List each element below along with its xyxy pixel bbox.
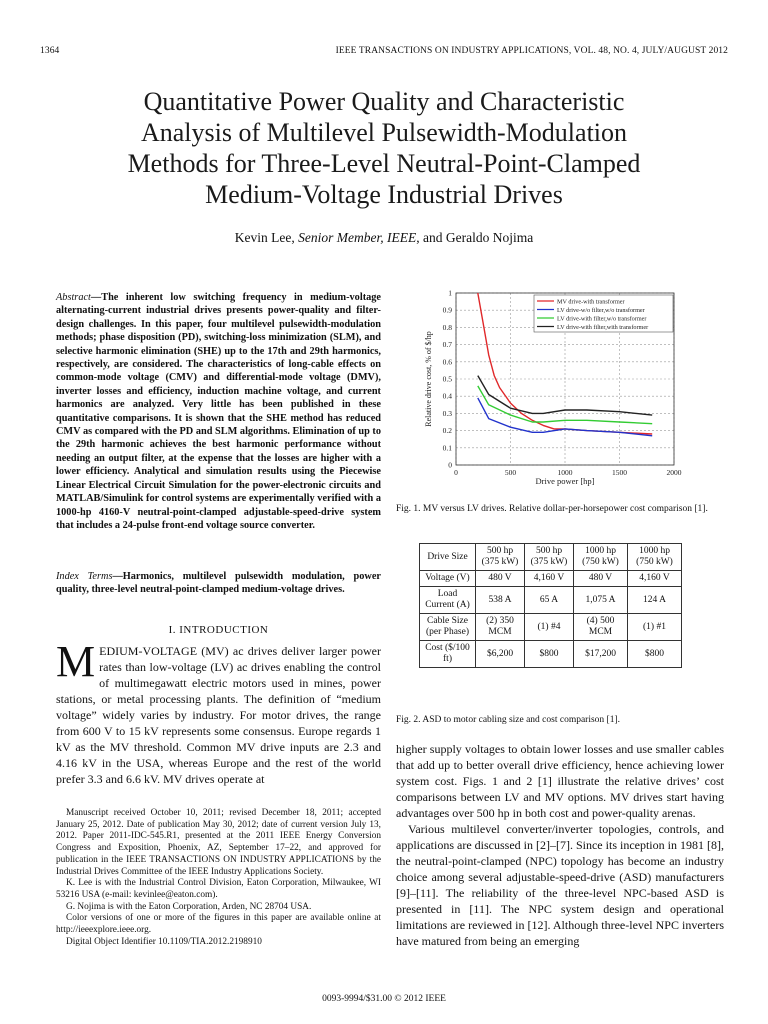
paragraph: Various multilevel converter/inverter topologies, controls, and applications are discussed in [2]–[7]. Since its inception in 1981 [8], the neutral-point-clamped (NPC) topology has become an industry choice among several adjustable-speed-drive (ASD) manufacturers [9]–[11]. The reliability of the three-level NPC-based ASD is presented in [11]. The NPC system design and operational limitations are reviewed in [12]. Although three-level NPC inverters have matured from being an emerging (396, 822, 724, 948)
table-cell: 4,160 V (628, 571, 682, 587)
x-tick-label: 1500 (612, 468, 627, 477)
table-cell: (1) #4 (525, 614, 574, 641)
table-cell: (2) 350 MCM (476, 614, 525, 641)
title-line: Medium-Voltage Industrial Drives (205, 180, 563, 209)
table-cell: Voltage (V) (420, 571, 476, 587)
y-tick-label: 0.1 (442, 443, 452, 453)
y-tick-label: 0.6 (442, 357, 452, 367)
y-tick-label: 0.2 (442, 426, 452, 436)
y-tick-label: 0.4 (442, 391, 452, 401)
table-cell: 500 hp (375 kW) (525, 544, 574, 571)
paper-title (40, 86, 728, 210)
table-cell: Cable Size (per Phase) (420, 614, 476, 641)
x-tick-label: 0 (454, 468, 458, 477)
table-cell: 1000 hp (750 kW) (574, 544, 628, 571)
paragraph: higher supply voltages to obtain lower losses and use smaller cables that add up to better overall drive efficiency, hence achieving lower system cost. Figs. 1 and 2 [1] illustrate the relative drives’ cost comparisons between LV and MV options. MV drives start having advantages over 500 hp in both cost and power-quality arenas. (396, 742, 724, 820)
table-cell: Load Current (A) (420, 587, 476, 614)
page-number: 1364 (40, 46, 60, 56)
table-cell: 65 A (525, 587, 574, 614)
table-cell: 1000 hp (750 kW) (628, 544, 682, 571)
table-row (420, 641, 682, 668)
title-line: Analysis of Multilevel Pulsewidth-Modulation (140, 118, 628, 147)
drop-cap: M (56, 637, 96, 686)
footnote: G. Nojima is with the Eaton Corporation, Arden, NC 28704 USA. (66, 901, 312, 912)
table-cell: 480 V (574, 571, 628, 587)
y-tick-label: 0 (448, 460, 452, 470)
table-cell: $800 (525, 641, 574, 668)
table-cell: 124 A (628, 587, 682, 614)
table-cell: 500 hp (375 kW) (476, 544, 525, 571)
table-row (420, 544, 682, 571)
footnote: Digital Object Identifier 10.1109/TIA.2012.2198910 (66, 936, 262, 947)
legend-label: LV drive-with filter,w/o transformer (557, 315, 647, 323)
legend-label: LV drive-w/o filter,w/o transformer (557, 306, 645, 314)
title-line: Quantitative Power Quality and Characteristic (143, 87, 625, 116)
y-tick-label: 0.8 (442, 322, 452, 332)
x-tick-label: 500 (504, 468, 517, 477)
author-name: Kevin Lee, (234, 230, 299, 245)
table-cell: 538 A (476, 587, 525, 614)
journal-header: IEEE TRANSACTIONS ON INDUSTRY APPLICATIONS, VOL. 48, NO. 4, JULY/AUGUST 2012 (335, 46, 728, 56)
y-tick-label: 0.5 (442, 374, 452, 384)
y-axis-label: Relative drive cost, % of $/hp (424, 331, 433, 427)
legend-label: MV drive-with transformer (557, 298, 625, 306)
abstract-label: Abstract (56, 292, 91, 303)
table-cell: $17,200 (574, 641, 628, 668)
y-tick-label: 0.9 (442, 305, 452, 315)
y-tick-label: 0.3 (442, 408, 452, 418)
intro-paragraph (56, 637, 381, 787)
x-tick-label: 2000 (666, 468, 682, 477)
cable-cost-table (419, 543, 682, 668)
table-cell: (1) #1 (628, 614, 682, 641)
footnote: Color versions of one or more of the figures in this paper are available online at http://ieeexplore.ieee.org. (56, 913, 381, 936)
footnotes (56, 808, 381, 948)
table-cell: 480 V (476, 571, 525, 587)
legend-label: LV drive-with filter,with transformer (557, 323, 649, 331)
author-role: Senior Member, IEEE (298, 230, 417, 245)
x-axis-label: Drive power [hp] (535, 476, 595, 486)
y-tick-label: 0.7 (442, 340, 452, 350)
author-rest: , and Geraldo Nojima (416, 230, 534, 245)
table-cell: $6,200 (476, 641, 525, 668)
index-terms (56, 570, 381, 597)
table-cell: (4) 500 MCM (574, 614, 628, 641)
index-terms-label: Index Terms (56, 571, 113, 582)
title-line: Methods for Three-Level Neutral-Point-Clamped (127, 149, 641, 178)
y-tick-label: 1 (448, 288, 452, 298)
section-heading: I. INTRODUCTION (168, 624, 269, 636)
table-cell: 4,160 V (525, 571, 574, 587)
fig1-caption: Fig. 1. MV versus LV drives. Relative dollar-per-horsepower cost comparison [1]. (396, 504, 708, 514)
table-cell: $800 (628, 641, 682, 668)
footnote: K. Lee is with the Industrial Control Division, Eaton Corporation, Milwaukee, WI 53216 USA (e-mail: kevinlee@eaton.com). (56, 878, 381, 900)
copyright-line: 0093-9994/$31.00 © 2012 IEEE (322, 994, 446, 1004)
right-column-text (396, 741, 724, 949)
author-line (40, 230, 728, 246)
table-row (420, 587, 682, 614)
abstract-text: —The inherent low switching frequency in medium-voltage alternating-current industrial drives presents power-quality and filter-design challenges. In this paper, four multilevel pulsewidth-modulation methods; phase disposition (PD), switching-loss minimization (SLM), and selective harmonic elimination (SHE) up to the 17th and 29th harmonics, respectively, are considered. The characteristics of long-cable effects on common-mode voltage (CMV) and differential-mode voltage (DMV), inverter losses and efficiency, induction machine voltage, and current harmonics are analyzed. Very little has been published in these quantitative comparisons. It is shown that the SHE method has reduced CMV as compared with the PD and SLM algorithms. Elimination of up to the 29th harmonic achieves the best harmonic performance without needing an output filter, at the expense that the losses are higher with a lower efficiency. Analytical and simulation results using the Piecewise Linear Electrical Circuit Simulation for the power-electronic circuits and MATLAB/Simulink for control systems are experimentally verified with a 1000-hp 4160-V neutral-point-clamped adjustable-speed-drive system that includes a 24-pulse front-end voltage source converter. (56, 292, 381, 531)
table-row (420, 614, 682, 641)
table-cell: Cost ($/100 ft) (420, 641, 476, 668)
table-row (420, 571, 682, 587)
fig2-caption: Fig. 2. ASD to motor cabling size and cost comparison [1]. (396, 715, 621, 725)
table-cell: 1,075 A (574, 587, 628, 614)
table-cell: Drive Size (420, 544, 476, 571)
footnote: Manuscript received October 10, 2011; revised December 18, 2011; accepted January 25, 2012. Date of publication May 30, 2012; date of current version July 13, 2012. Paper 2011-IDC-545.R1, presented at the 2011 IEEE Energy Conversion Congress and Exposition, Phoenix, AZ, September 17–22, and approved for publication in the IEEE TRANSACTIONS ON INDUSTRY APPLICATIONS by the Industrial Drives Committee of the IEEE Industry Applications Society. (56, 808, 381, 877)
intro-text: EDIUM-VOLTAGE (MV) ac drives deliver larger power rates than low-voltage (LV) ac drives enabling the control of multimegawatt electric motors used in mines, power stations, or metal processing plants. The definition of “medium voltage” widely varies by industry. For motor drives, the range from 600 V to 15 kV represents some consensus. Europe regards 1 kV as the MV threshold. Common MV drive inputs are 2.3 and 4.16 kV in the USA, whereas Europe and the rest of the world prefer 3.3 and 6.6 kV. MV drives operate at (56, 644, 381, 786)
abstract (56, 291, 381, 532)
x-tick-label: 1000 (557, 468, 573, 477)
index-terms-text: —Harmonics, multilevel pulsewidth modulation, power quality, three-level neutral-point-clamped medium-voltage drives. (56, 571, 381, 596)
fig1-chart (404, 286, 704, 486)
